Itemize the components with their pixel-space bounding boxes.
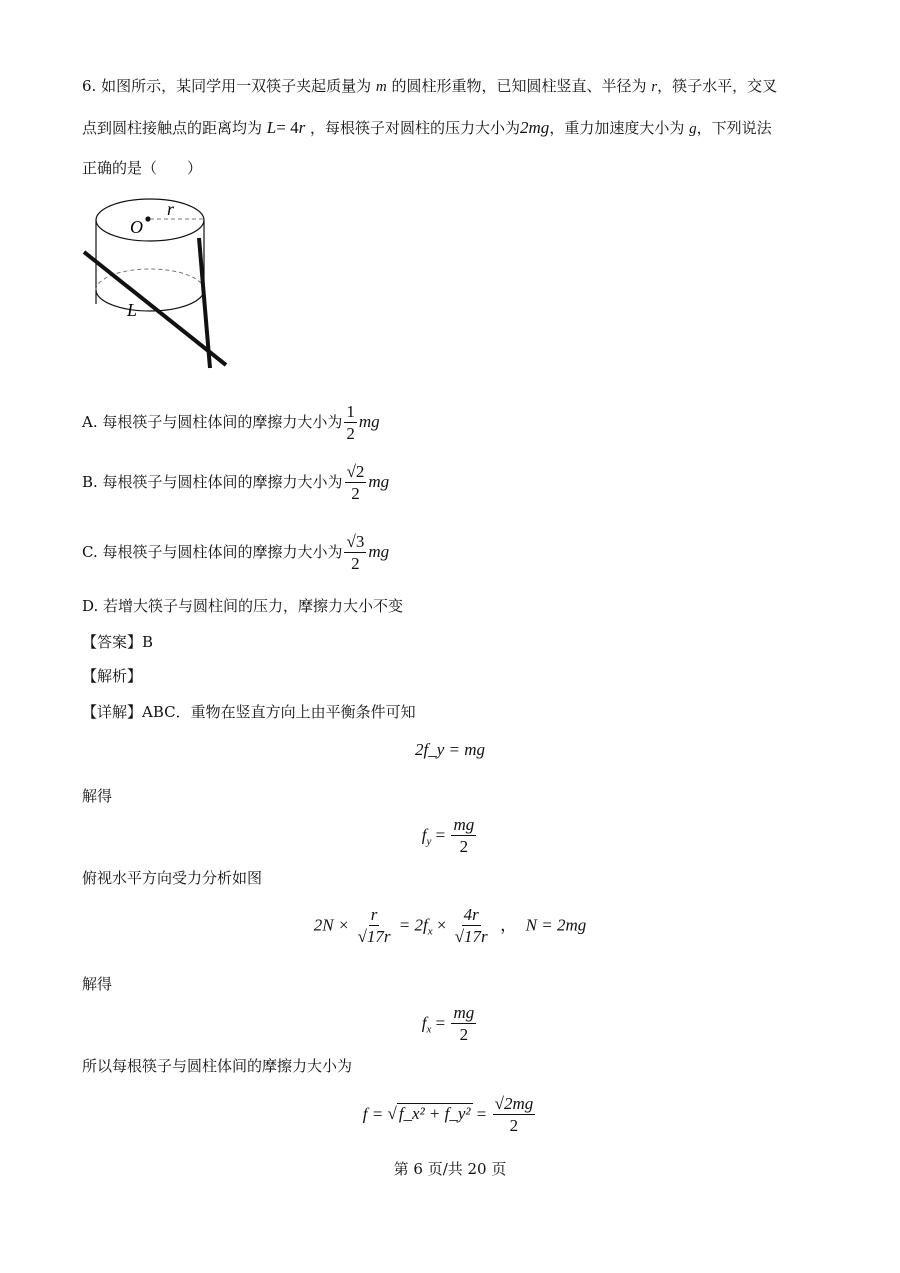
answer-line: 【答案】B [82, 633, 154, 651]
detail-line: 【详解】ABC．重物在竖直方向上由平衡条件可知 [82, 703, 416, 721]
option-a: A. 每根筷子与圆柱体间的摩擦力大小为 $\frac{1}{2}$ mg [82, 401, 380, 443]
equation-5: f = √ f_x² + f_y² = $\frac{√2mg}{2}$ [362, 1094, 534, 1135]
topview-line: 俯视水平方向受力分析如图 [82, 869, 263, 887]
cylinder-bottom-front [96, 290, 204, 311]
question-line-1: 6. 如图所示，某同学用一双筷子夹起质量为 m 的圆柱形重物，已知圆柱竖直、半径为 r，筷子水平，交叉 [82, 77, 778, 95]
option-d: D. 若增大筷子与圆柱间的压力，摩擦力大小不变 [82, 597, 404, 615]
option-a-fraction: $\frac{1}{2}$ [346, 401, 355, 443]
solve-label-2: 解得 [82, 975, 113, 993]
equation-4: $f_x$ = $\frac{mg}{2}$ [421, 1003, 475, 1044]
label-L: L [127, 300, 138, 320]
question-line-3: 正确的是（ ） [82, 159, 203, 177]
equation-1: 2f_y = mg [414, 740, 486, 759]
conclusion-line: 所以每根筷子与圆柱体间的摩擦力大小为 [82, 1057, 353, 1075]
equation-3: 2N × $\frac{r}{√17r}$ = $2f_x$ × $\frac{4r}{√17r}$ ， N = 2mg [313, 905, 587, 946]
label-O: O [130, 217, 143, 237]
center-point [145, 216, 150, 221]
solve-label-1: 解得 [82, 787, 113, 805]
option-b: B. 每根筷子与圆柱体间的摩擦力大小为 $\frac{√2}{2}$ mg [82, 461, 390, 503]
page-footer: 第 6 页/共 20 页 [393, 1160, 507, 1178]
analysis-label: 【解析】 [82, 667, 143, 685]
option-c: C. 每根筷子与圆柱体间的摩擦力大小为 $\frac{√3}{2}$ mg [82, 531, 390, 573]
label-r: r [167, 199, 175, 219]
cylinder-chopsticks-figure [80, 190, 250, 375]
option-c-fraction: $\frac{√3}{2}$ [346, 531, 365, 573]
option-b-fraction: $\frac{√2}{2}$ [346, 461, 365, 503]
question-line-2: 点到圆柱接触点的距离均为 L= 4r ，每根筷子对圆柱的压力大小为2mg，重力加速度大小为 g，下列说法 [82, 118, 772, 137]
equation-2: $f_y$ = $\frac{mg}{2}$ [421, 815, 475, 856]
